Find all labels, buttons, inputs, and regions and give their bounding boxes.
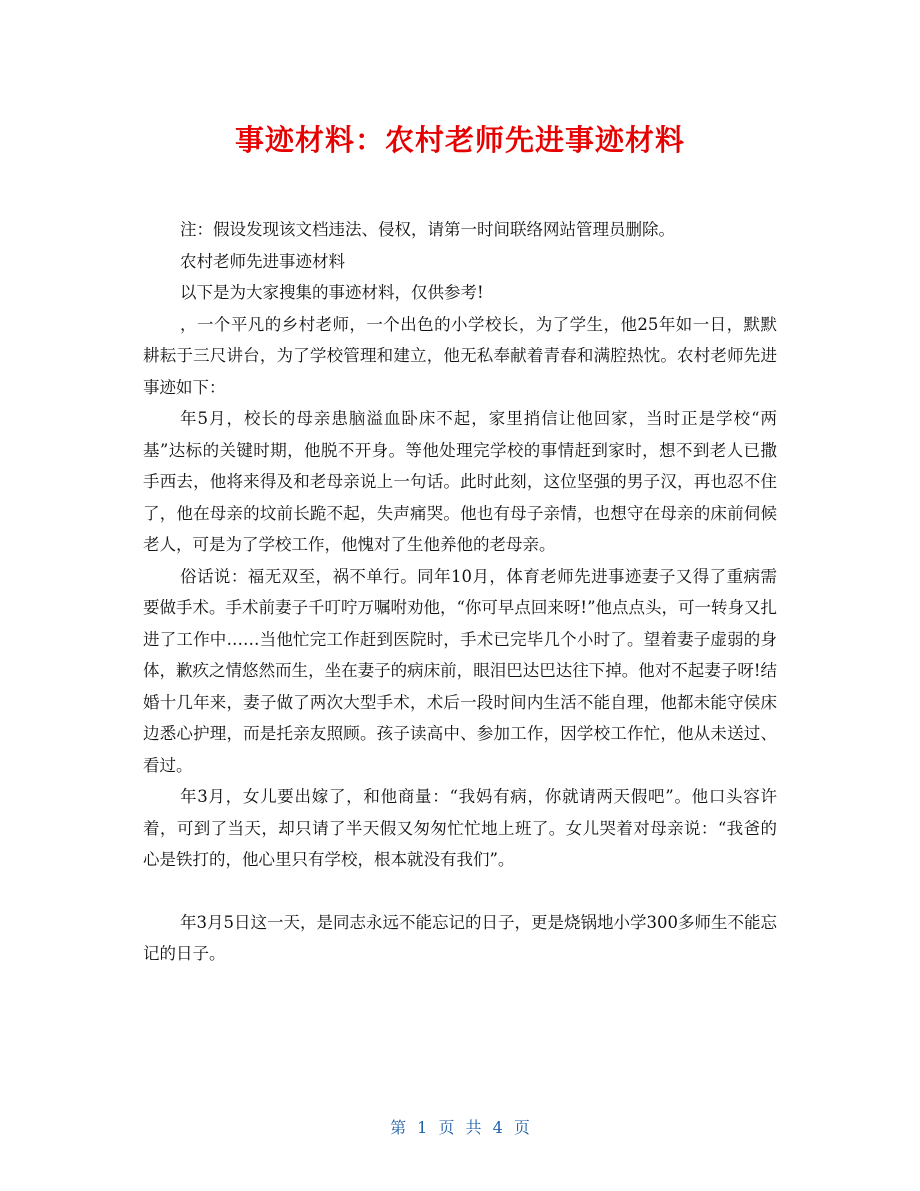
paragraph-intro: 以下是为大家搜集的事迹材料，仅供参考! [180, 283, 484, 302]
paragraph-gap [143, 876, 777, 907]
paragraph-daughter: 年3月，女儿要出嫁了，和他商量：“我妈有病，你就请两天假吧”。他口头容许着，可到了当天，却只请了半天假又匆匆忙忙地上班了。女儿哭着对母亲说：“我爸的心是铁打的，他心里只有学校，根本就没有我们”。 [143, 787, 777, 869]
paragraph-mother: 年5月，校长的母亲患脑溢血卧床不起，家里捎信让他回家，当时正是学校“两基”达标的关键时期，他脱不开身。等他处理完学校的事情赶到家时，想不到老人已撒手西去，他将来得及和老母亲说上一句话。此时此刻，这位坚强的男子汉，再也忍不住了，他在母亲的坟前长跪不起，失声痛哭。他也有母子亲情，也想守在母亲的床前伺候老人，可是为了学校工作，他愧对了生他养他的老母亲。 [143, 409, 777, 554]
page-number-footer: 第 1 页 共 4 页 [390, 1118, 530, 1137]
paragraph-summary: ，一个平凡的乡村老师，一个出色的小学校长，为了学生，他25年如一日，默默耕耘于三尺讲台，为了学校管理和建立，他无私奉献着青春和满腔热忱。农村老师先进事迹如下： [143, 314, 777, 397]
paragraph-disclaimer: 注：假设发现该文档违法、侵权，请第一时间联络网站管理员删除。 [180, 220, 675, 239]
paragraph-wife: 俗话说：福无双至，祸不单行。同年10月，体育老师先进事迹妻子又得了重病需要做手术。手术前妻子千叮咛万嘱咐劝他，“你可早点回来呀!”他点点头，可一转身又扎进了工作中……当他忙完工作赶到医院时，手术已完毕几个小时了。望着妻子虚弱的身体，歉疚之情悠然而生，坐在妻子的病床前，眼泪巴达巴达往下掉。他对不起妻子呀!结婚十几年来，妻子做了两次大型手术，术后一段时间内生活不能自理，他都未能守侯床边悉心护理，而是托亲友照顾。孩子读高中、参加工作，因学校工作忙，他从未送过、看过。 [143, 566, 778, 775]
document-title: 事迹材料：农村老师先进事迹材料 [234, 123, 685, 157]
paragraph-march-fifth: 年3月5日这一天，是同志永远不能忘记的日子，更是烧锅地小学300多师生不能忘记的日子。 [143, 912, 777, 963]
document-body [143, 214, 777, 970]
paragraph-subtitle: 农村老师先进事迹材料 [180, 251, 345, 271]
